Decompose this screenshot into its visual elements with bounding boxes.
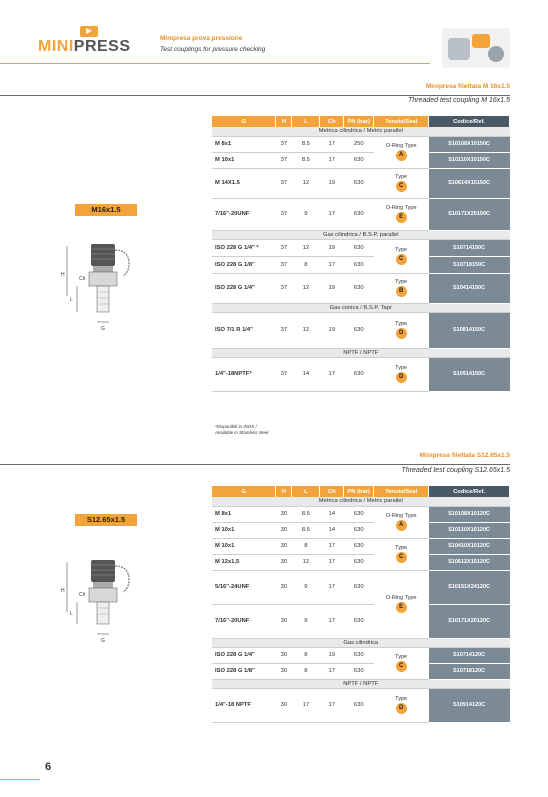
category-row: NPTF / NPTF [212,679,510,688]
drawing-ch-label: Ch [79,276,86,282]
footer-divider [0,779,40,780]
type-a-badge: A [396,520,407,531]
type-b-badge: B [396,286,407,297]
seal-type: Type B [374,273,429,303]
photo-part [472,34,490,48]
section2-table [212,486,510,723]
section2-subtitle: Threaded test coupling S12.65x1.5 [401,467,510,474]
table-row: ISO 7/1 R 1/4" 37 12 19 630 Type D S10814150C [212,312,510,348]
col-pn: PN (bar) [344,486,374,497]
category-row: Gas conica / B.S.P. Tapr [212,303,510,312]
section1-table [212,116,510,392]
col-code: Codice/Ref. [429,116,510,127]
table-row: 7/16"-20UNF 30 9 17 630 S10171X20120C [212,604,510,638]
type-c-badge: C [396,181,407,192]
type-a-badge: A [396,150,407,161]
table-row: ISO 228 G 1/8" 37 8 17 630 S10718150C [212,256,510,273]
col-l: L [292,486,320,497]
col-ch: Ch [320,116,344,127]
table-row: ISO 228 G 1/4" 37 12 19 630 Type B S10414150C [212,273,510,303]
seal-type: Type C [374,538,429,570]
coupling-drawing-s12 [55,552,145,662]
category-row: Metrica cilindrica / Metric parallel [212,497,510,506]
table-row: M 10x1 30 8.5 14 630 S10110X10120C [212,522,510,538]
section1-divider [0,95,510,96]
table-row: M 8x1 30 8.5 14 630 O-Ring Type A S10108X10120C [212,506,510,522]
section2-title: Minipresa filettata S12.65x1.5 [419,452,510,459]
category-row: NPTF / NPTF [212,348,510,357]
drawing-l-label: L [70,297,73,303]
col-tenuta: Tenuta/Seal [374,486,429,497]
table-header [212,116,510,127]
section1-subtitle: Threaded test coupling M 16x1.5 [408,97,510,104]
section2-divider [0,464,510,465]
photo-part [448,38,470,60]
type-d-badge: D [396,328,407,339]
seal-type: O-Ring Type E [374,198,429,230]
category-row: Gas cilindrica [212,638,510,647]
category-row: Gas cilindrica / B.S.P. parallel [212,230,510,239]
table-row: ISO 228 G 1/4" 30 8 19 630 Type C S10714120C [212,647,510,663]
stainless-note: *Disponibili in INOX / Available in Stainless steel [215,424,269,435]
seal-type: Type D [374,312,429,348]
col-h: H [276,486,292,497]
table-row: M 14X1.5 37 12 19 630 Type C S10614X15150C [212,168,510,198]
table-row: 5/16"-24UNF 30 9 17 630 O-Ring Type E S10151X24120C [212,570,510,604]
table-row: 1/4"-18 NPTF 30 17 17 630 Type D S10914120C [212,688,510,722]
seal-type: Type D [374,357,429,391]
col-g: G [212,486,276,497]
seal-type: O-Ring Type A [374,506,429,538]
section1-size-badge: M16x1.5 [75,204,137,216]
type-c-badge: C [396,552,407,563]
seal-type: O-Ring Type A [374,136,429,168]
svg-text:H: H [61,588,65,594]
seal-type: Type C [374,647,429,679]
drawing-g-label: G [101,326,105,332]
col-h: H [276,116,292,127]
section2-size-badge: S12.65x1.5 [75,514,137,526]
col-pn: PN (bar) [344,116,374,127]
header-divider [0,63,430,64]
page-title: Minipresa prova pressione [160,35,243,42]
type-e-badge: E [396,212,407,223]
col-l: L [292,116,320,127]
seal-type: Type C [374,239,429,273]
table-row: ISO 228 G 1/4" * 37 12 19 630 Type C S10714150C [212,239,510,256]
type-c-badge: C [396,661,407,672]
type-d-badge: D [396,372,407,383]
type-e-badge: E [396,602,407,613]
col-code: Codice/Ref. [429,486,510,497]
table-row: M 10x1 37 8.5 17 630 S10110X10150C [212,152,510,168]
svg-text:G: G [101,638,105,644]
category-row: Metrica cilindrica / Metric parallel [212,127,510,136]
svg-text:Ch: Ch [79,592,86,598]
product-photo [442,28,510,68]
table-row: M 8x1 37 8.5 17 250 O-Ring Type A S10108X10150C [212,136,510,152]
seal-type: O-Ring Type E [374,570,429,638]
svg-text:L: L [70,611,73,617]
table-row: M 10x1 30 8 17 630 Type C S10410X10120C [212,538,510,554]
page-number: 6 [45,761,52,773]
table-row: ISO 228 G 1/8" 30 8 17 630 S10718120C [212,663,510,679]
logo-text: MINIPRESS [38,38,131,55]
table-row: 1/4"-18NPTF* 37 14 17 630 Type D S10914150C [212,357,510,391]
photo-part [488,46,504,62]
page-subtitle: Test couplings for pressure checking [160,46,266,53]
table-header [212,486,510,497]
type-c-badge: C [396,254,407,265]
seal-type: Type C [374,168,429,198]
seal-type: Type D [374,688,429,722]
section1-title: Minipresa filettata M 16x1.5 [425,83,510,90]
coupling-drawing-m16 [55,236,145,346]
col-tenuta: Tenuta/Seal [374,116,429,127]
col-ch: Ch [320,486,344,497]
table-row: 7/16"-20UNF 37 9 17 630 O-Ring Type E S10171X20150C [212,198,510,230]
col-g: G [212,116,276,127]
brand-logo [38,26,138,56]
logo-arrow-icon [80,26,98,37]
type-d-badge: D [396,703,407,714]
table-row: M 12x1,5 30 12 17 630 S10612X15120C [212,554,510,570]
drawing-h-label: H [61,272,65,278]
